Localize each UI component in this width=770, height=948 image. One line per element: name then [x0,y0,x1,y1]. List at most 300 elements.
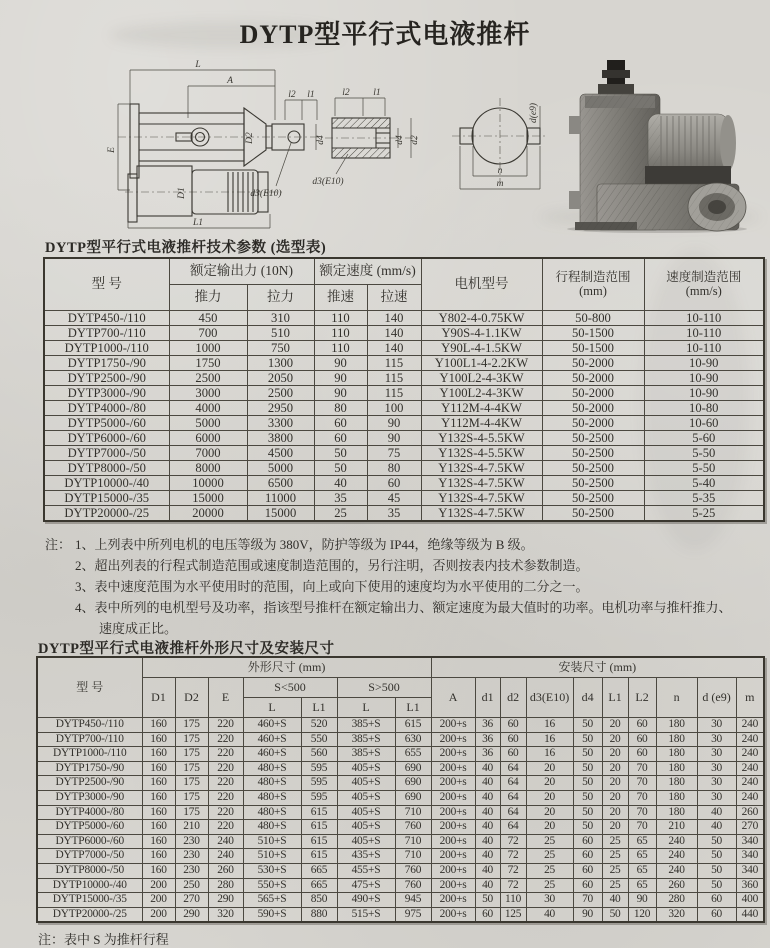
value-cell: 115 [367,386,421,401]
value-cell: 690 [395,776,431,791]
value-cell: 20000 [169,506,247,522]
col-motor-model: 电机型号 [421,258,542,311]
value-cell: 320 [208,907,243,922]
value-cell: 72 [500,849,526,864]
model-cell: DYTP20000-/25 [44,506,169,522]
value-cell: 20 [602,805,628,820]
value-cell: Y100L2-4-3KW [421,386,542,401]
dim-label-l1: l1 [373,88,381,98]
value-cell: 160 [142,805,175,820]
value-cell: 175 [175,805,208,820]
value-cell: 220 [208,776,243,791]
model-cell: DYTP450-/110 [37,718,142,733]
value-cell: Y132S-4-7.5KW [421,476,542,491]
value-cell: 30 [697,761,736,776]
value-cell: 65 [628,863,656,878]
value-cell: 385+S [337,747,395,762]
value-cell: 50 [573,820,602,835]
value-cell: 160 [142,790,175,805]
value-cell: 40 [475,834,500,849]
value-cell: 40 [602,893,628,908]
value-cell: 50 [573,718,602,733]
table-row [44,446,764,461]
dim-label-E: E [107,147,117,153]
value-cell: 240 [736,732,764,747]
value-cell: 20 [526,790,573,805]
col-pull-force: 拉力 [247,285,314,311]
value-cell: 50 [602,907,628,922]
value-cell: 60 [500,747,526,762]
value-cell: 90 [573,907,602,922]
dimension-table [36,656,765,923]
value-cell: 530+S [243,863,301,878]
model-cell: DYTP5000-/60 [37,820,142,835]
value-cell: 710 [395,805,431,820]
model-cell: DYTP8000-/50 [44,461,169,476]
value-cell: 60 [367,476,421,491]
table-row [37,907,764,922]
table-row [44,401,764,416]
value-cell: 50 [573,747,602,762]
col-push-speed: 推速 [314,285,367,311]
value-cell: 475+S [337,878,395,893]
value-cell: 340 [736,863,764,878]
value-cell: 200+s [431,849,475,864]
note-item: 3、表中速度范围为水平使用时的范围，向上或向下使用的速度均为水平使用的二分之一。 [75,579,589,594]
table-row [44,311,764,326]
value-cell: 480+S [243,790,301,805]
table-row [44,491,764,506]
value-cell: 36 [475,747,500,762]
dim-label-d4: d4 [395,135,405,145]
value-cell: 5-25 [644,506,764,522]
value-cell: 340 [736,849,764,864]
value-cell: 240 [736,761,764,776]
value-cell: 110 [314,326,367,341]
stroke-range-unit: (mm) [579,283,607,298]
value-cell: 175 [175,776,208,791]
value-cell: 45 [367,491,421,506]
col-d2: d2 [500,678,526,718]
table-row [44,371,764,386]
value-cell: 595 [301,776,337,791]
col-push-force: 推力 [169,285,247,311]
model-cell: DYTP700-/110 [44,326,169,341]
value-cell: 110 [314,311,367,326]
value-cell: 175 [175,732,208,747]
value-cell: 75 [367,446,421,461]
dimension-table-note: 注：表中 S 为推杆行程 [38,932,169,947]
model-cell: DYTP4000-/80 [44,401,169,416]
value-cell: 90 [367,416,421,431]
value-cell: 10-110 [644,341,764,356]
value-cell: 320 [656,907,697,922]
value-cell: 60 [628,747,656,762]
value-cell: 64 [500,790,526,805]
dimension-table-title: DYTP型平行式电液推杆外形尺寸及安装尺寸 [38,641,335,657]
dim-label-m: m [496,179,504,189]
value-cell: 25 [526,834,573,849]
value-cell: 140 [367,341,421,356]
value-cell: 20 [602,790,628,805]
value-cell: 40 [697,820,736,835]
value-cell: 240 [736,718,764,733]
value-cell: 40 [475,849,500,864]
table-row [37,849,764,864]
value-cell: 50-2000 [542,401,644,416]
value-cell: 50-2500 [542,446,644,461]
value-cell: 25 [314,506,367,522]
value-cell: 480+S [243,805,301,820]
value-cell: 405+S [337,761,395,776]
value-cell: 120 [628,907,656,922]
value-cell: 550+S [243,878,301,893]
col-A: A [431,678,475,718]
value-cell: 6000 [169,431,247,446]
value-cell: 440 [736,907,764,922]
col-n: n [656,678,697,718]
value-cell: 50 [314,446,367,461]
value-cell: 60 [573,863,602,878]
value-cell: 180 [656,718,697,733]
value-cell: 50 [573,790,602,805]
table-row [37,834,764,849]
value-cell: 450 [169,311,247,326]
value-cell: 5000 [169,416,247,431]
value-cell: 515+S [337,907,395,922]
value-cell: 20 [526,776,573,791]
value-cell: 200+s [431,761,475,776]
model-cell: DYTP7000-/50 [44,446,169,461]
value-cell: 80 [367,461,421,476]
col-stroke-range [542,258,644,311]
value-cell: 25 [602,849,628,864]
value-cell: 60 [314,431,367,446]
value-cell: 200+s [431,790,475,805]
value-cell: 5000 [247,461,314,476]
value-cell: 710 [395,834,431,849]
value-cell: 480+S [243,776,301,791]
value-cell: 64 [500,805,526,820]
value-cell: 40 [697,805,736,820]
value-cell: 460+S [243,747,301,762]
model-cell: DYTP700-/110 [37,732,142,747]
value-cell: 140 [367,311,421,326]
value-cell: Y100L2-4-3KW [421,371,542,386]
header-row [44,258,764,285]
value-cell: 115 [367,356,421,371]
value-cell: Y100L1-4-2.2KW [421,356,542,371]
value-cell: 160 [142,820,175,835]
value-cell: Y802-4-0.75KW [421,311,542,326]
value-cell: 595 [301,790,337,805]
value-cell: 760 [395,820,431,835]
value-cell: 4000 [169,401,247,416]
dim-label-d3: d3(E10) [312,177,344,187]
value-cell: 50 [475,893,500,908]
table-row [37,790,764,805]
value-cell: 10-110 [644,311,764,326]
value-cell: 30 [697,718,736,733]
table-row [37,893,764,908]
value-cell: 200 [142,893,175,908]
model-cell: DYTP15000-/35 [44,491,169,506]
value-cell: 710 [395,849,431,864]
value-cell: 510+S [243,834,301,849]
value-cell: 50-2000 [542,386,644,401]
value-cell: 65 [628,878,656,893]
model-cell: DYTP5000-/60 [44,416,169,431]
value-cell: 200 [142,907,175,922]
value-cell: 5-50 [644,461,764,476]
value-cell: 615 [301,805,337,820]
value-cell: 665 [301,878,337,893]
value-cell: 60 [628,718,656,733]
model-cell: DYTP15000-/35 [37,893,142,908]
value-cell: 10-90 [644,386,764,401]
model-cell: DYTP450-/110 [44,311,169,326]
value-cell: 405+S [337,790,395,805]
value-cell: 180 [656,790,697,805]
value-cell: 240 [736,776,764,791]
value-cell: 65 [628,834,656,849]
value-cell: 20 [526,761,573,776]
dim-label-l1: l1 [307,90,315,100]
spec-table-notes [45,534,735,639]
value-cell: 50-2500 [542,506,644,522]
model-cell: DYTP7000-/50 [37,849,142,864]
value-cell: Y132S-4-7.5KW [421,506,542,522]
col-d-e9: d (e9) [697,678,736,718]
value-cell: Y90S-4-1.1KW [421,326,542,341]
value-cell: 400 [736,893,764,908]
model-cell: DYTP4000-/80 [37,805,142,820]
value-cell: 50-1500 [542,341,644,356]
value-cell: 510 [247,326,314,341]
value-cell: 16 [526,718,573,733]
value-cell: 230 [175,863,208,878]
col-d4: d4 [573,678,602,718]
value-cell: 6500 [247,476,314,491]
value-cell: 5-40 [644,476,764,491]
value-cell: 260 [656,878,697,893]
value-cell: 435+S [337,849,395,864]
value-cell: 175 [175,790,208,805]
value-cell: 90 [628,893,656,908]
value-cell: 280 [208,878,243,893]
col-group-rated-speed: 额定速度 (mm/s) [314,258,421,285]
note-item: 1、上列表中所列电机的电压等级为 380V，防护等级为 IP44，绝缘等级为 B 级。 [75,537,534,552]
col-L1-lt: L1 [301,698,337,718]
value-cell: 90 [314,371,367,386]
note-item: 2、超出列表的行程式制造范围或速度制造范围的，另行注明，否则按表内技术参数制造。 [75,558,589,573]
value-cell: 60 [500,718,526,733]
value-cell: 60 [628,732,656,747]
value-cell: 460+S [243,732,301,747]
stroke-range-label: 行程制造范围 [555,270,631,285]
figure-strip [80,58,770,233]
value-cell: 405+S [337,776,395,791]
value-cell: 20 [526,820,573,835]
table-row [37,718,764,733]
value-cell: 290 [175,907,208,922]
value-cell: 1300 [247,356,314,371]
table-row [44,461,764,476]
value-cell: 50 [573,776,602,791]
col-D1: D1 [142,678,175,718]
model-cell: DYTP10000-/40 [37,878,142,893]
value-cell: 70 [628,820,656,835]
value-cell: 50-1500 [542,326,644,341]
model-cell: DYTP10000-/40 [44,476,169,491]
value-cell: 30 [526,893,573,908]
value-cell: 200+s [431,893,475,908]
value-cell: 25 [526,863,573,878]
value-cell: 40 [314,476,367,491]
value-cell: 15000 [247,506,314,522]
value-cell: 50-2500 [542,431,644,446]
value-cell: 50 [697,878,736,893]
value-cell: 200+s [431,805,475,820]
value-cell: 60 [697,907,736,922]
value-cell: 100 [367,401,421,416]
col-pull-speed: 拉速 [367,285,421,311]
value-cell: 615 [301,820,337,835]
value-cell: 70 [628,790,656,805]
value-cell: 665 [301,863,337,878]
value-cell: 60 [697,893,736,908]
value-cell: 30 [697,790,736,805]
table-row [37,776,764,791]
value-cell: 880 [301,907,337,922]
value-cell: 16 [526,747,573,762]
value-cell: 690 [395,790,431,805]
value-cell: 760 [395,863,431,878]
value-cell: 180 [656,776,697,791]
value-cell: 520 [301,718,337,733]
value-cell: 20 [602,732,628,747]
value-cell: 10-110 [644,326,764,341]
value-cell: Y132S-4-5.5KW [421,446,542,461]
value-cell: 50-2000 [542,371,644,386]
value-cell: 175 [175,761,208,776]
value-cell: 90 [314,356,367,371]
value-cell: 35 [367,506,421,522]
col-L1-gt: L1 [395,698,431,718]
value-cell: 240 [208,849,243,864]
value-cell: 30 [697,732,736,747]
value-cell: 40 [475,820,500,835]
header-row [37,657,764,678]
value-cell: 25 [526,878,573,893]
value-cell: Y132S-4-7.5KW [421,461,542,476]
value-cell: 210 [656,820,697,835]
value-cell: 40 [475,761,500,776]
value-cell: 700 [169,326,247,341]
value-cell: 490+S [337,893,395,908]
value-cell: 40 [475,805,500,820]
value-cell: 160 [142,776,175,791]
value-cell: 10-90 [644,371,764,386]
value-cell: 230 [175,849,208,864]
value-cell: 160 [142,747,175,762]
value-cell: 125 [500,907,526,922]
model-cell: DYTP1000-/110 [37,747,142,762]
value-cell: 220 [208,747,243,762]
value-cell: 25 [526,849,573,864]
value-cell: 70 [628,776,656,791]
value-cell: 3800 [247,431,314,446]
value-cell: 50 [573,761,602,776]
value-cell: 340 [736,834,764,849]
value-cell: Y132S-4-7.5KW [421,491,542,506]
value-cell: 180 [656,747,697,762]
value-cell: 850 [301,893,337,908]
page-title: DYTP型平行式电液推杆 [239,20,531,49]
value-cell: 405+S [337,834,395,849]
value-cell: 10-90 [644,356,764,371]
value-cell: 72 [500,834,526,849]
value-cell: 5-50 [644,446,764,461]
table-row [44,386,764,401]
value-cell: 36 [475,718,500,733]
value-cell: Y112M-4-4KW [421,401,542,416]
col-m: m [736,678,764,718]
value-cell: 690 [395,761,431,776]
col-group-rated-force: 额定输出力 (10N) [169,258,314,285]
value-cell: 510+S [243,849,301,864]
table-row [44,416,764,431]
value-cell: 200+s [431,878,475,893]
dim-label-D1: D1 [177,187,187,199]
value-cell: 760 [395,878,431,893]
dim-label-de9: d(e9) [529,102,539,124]
spec-table [43,257,765,522]
value-cell: 3000 [169,386,247,401]
value-cell: 50-2000 [542,356,644,371]
value-cell: Y112M-4-4KW [421,416,542,431]
table-row [37,747,764,762]
dim-label-n: n [497,166,503,176]
value-cell: 230 [175,834,208,849]
value-cell: 180 [656,805,697,820]
value-cell: 5-35 [644,491,764,506]
col-L-gt: L [337,698,395,718]
col-d1: d1 [475,678,500,718]
model-cell: DYTP2500-/90 [37,776,142,791]
value-cell: 1000 [169,341,247,356]
value-cell: 40 [475,878,500,893]
col-group-outer-dims: 外形尺寸 (mm) [142,657,431,678]
value-cell: 200+s [431,718,475,733]
value-cell: 180 [656,761,697,776]
dim-label-L1: L1 [192,218,204,228]
header-row [37,678,764,698]
value-cell: 140 [367,326,421,341]
value-cell: 200 [142,878,175,893]
value-cell: 220 [208,820,243,835]
value-cell: 590+S [243,907,301,922]
value-cell: 360 [736,878,764,893]
value-cell: 10-60 [644,416,764,431]
value-cell: 80 [314,401,367,416]
value-cell: 290 [208,893,243,908]
col-group-s-gt-500: S>500 [337,678,431,698]
value-cell: 115 [367,371,421,386]
col-L-lt: L [243,698,301,718]
model-cell: DYTP1750-/90 [44,356,169,371]
value-cell: 60 [573,849,602,864]
